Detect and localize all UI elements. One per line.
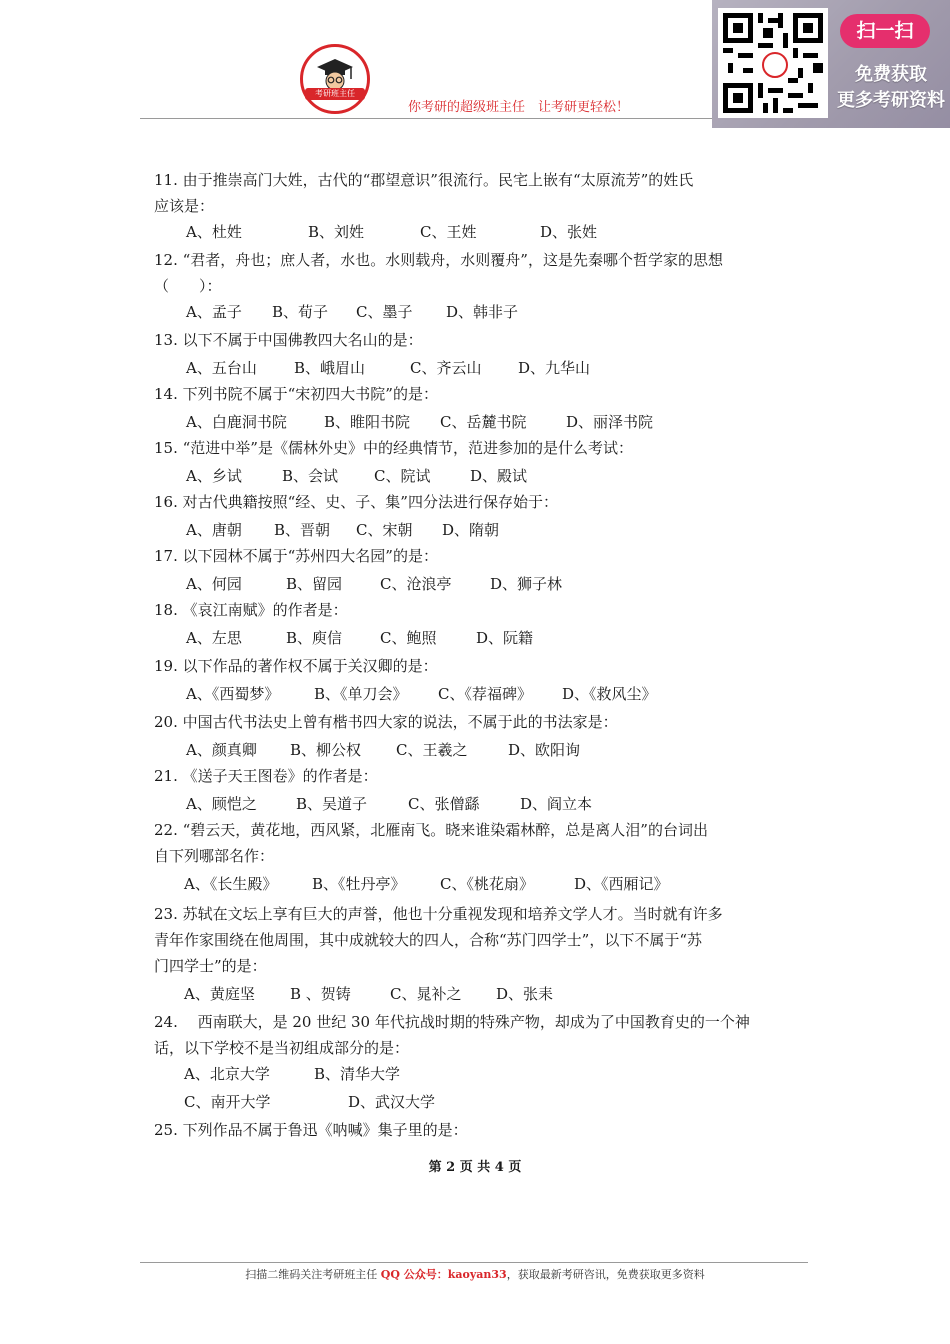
question-24-text: 24. 西南联大，是 20 世纪 30 年代抗战时期的特殊产物，却成为了中国教育史的一个神 bbox=[154, 1013, 750, 1031]
question-17-option: D、狮子林 bbox=[490, 575, 563, 593]
question-11-text: 11. 由于推崇高门大姓，古代的“郡望意识”很流行。民宅上嵌有“太原流芳”的姓氏 bbox=[154, 171, 694, 189]
question-21-option: A、顾恺之 bbox=[186, 795, 257, 813]
footer-note bbox=[0, 1266, 950, 1282]
question-20-option: B、柳公权 bbox=[290, 741, 362, 759]
question-22-option: A、《长生殿》 bbox=[184, 875, 278, 893]
question-14-option: A、白鹿洞书院 bbox=[186, 413, 287, 431]
question-15-text: 15. “范进中举”是《儒林外史》中的经典情节，范进参加的是什么考试： bbox=[154, 439, 633, 457]
question-19-option: B、《单刀会》 bbox=[314, 685, 408, 703]
question-11-option: B、刘姓 bbox=[308, 223, 365, 241]
question-12-option: D、韩非子 bbox=[446, 303, 519, 321]
question-24-option: D、武汉大学 bbox=[348, 1093, 436, 1111]
question-15-option: A、乡试 bbox=[186, 467, 242, 485]
question-16-option: D、隋朝 bbox=[442, 521, 500, 539]
question-14-option: C、岳麓书院 bbox=[440, 413, 527, 431]
question-22-option: C、《桃花扇》 bbox=[440, 875, 534, 893]
header-divider bbox=[140, 118, 808, 119]
question-19-option: D、《救风尘》 bbox=[562, 685, 657, 703]
question-14-option: D、丽泽书院 bbox=[566, 413, 654, 431]
footer-divider bbox=[140, 1262, 808, 1263]
question-12-option: B、荀子 bbox=[272, 303, 329, 321]
question-17-text: 17. 以下园林不属于“苏州四大名园”的是： bbox=[154, 547, 438, 565]
question-16-option: A、唐朝 bbox=[186, 521, 242, 539]
question-23-text: 23. 苏轼在文坛上享有巨大的声誉，他也十分重视发现和培养文学人才。当时就有许多 bbox=[154, 905, 723, 923]
question-23-option: C、晁补之 bbox=[390, 985, 462, 1003]
question-20-text: 20. 中国古代书法史上曾有楷书四大家的说法，不属于此的书法家是： bbox=[154, 713, 618, 731]
question-12-text: 12. “君者，舟也；庶人者，水也。水则载舟，水则覆舟”，这是先秦哪个哲学家的思想 bbox=[154, 251, 723, 269]
page-number: 第 2 页 共 4 页 bbox=[428, 1160, 522, 1175]
question-21-option: C、张僧繇 bbox=[408, 795, 480, 813]
question-15-option: D、殿试 bbox=[470, 467, 528, 485]
question-14-text: 14. 下列书院不属于“宋初四大书院”的是： bbox=[154, 385, 438, 403]
question-16-option: B、晋朝 bbox=[274, 521, 331, 539]
question-14-option: B、睢阳书院 bbox=[324, 413, 411, 431]
question-13-option: B、峨眉山 bbox=[294, 359, 366, 377]
question-18-option: D、阮籍 bbox=[476, 629, 534, 647]
question-21-option: B、吴道子 bbox=[296, 795, 368, 813]
promo-line-2: 更多考研资料 bbox=[837, 90, 945, 111]
question-12-option: A、孟子 bbox=[186, 303, 242, 321]
question-19-text: 19. 以下作品的著作权不属于关汉卿的是： bbox=[154, 657, 438, 675]
question-16-option: C、宋朝 bbox=[356, 521, 413, 539]
header-slogan: 你考研的超级班主任 让考研更轻松！ bbox=[408, 100, 630, 115]
question-24-option: B、清华大学 bbox=[314, 1065, 401, 1083]
question-18-option: A、左思 bbox=[186, 629, 242, 647]
question-25-text: 25. 下列作品不属于鲁迅《呐喊》集子里的是： bbox=[154, 1121, 468, 1139]
question-22-text: 自下列哪部名作： bbox=[154, 847, 275, 865]
question-12-text: （ ）： bbox=[154, 277, 222, 295]
scan-badge: 扫一扫 bbox=[840, 14, 930, 48]
question-20-option: D、欧阳询 bbox=[508, 741, 581, 759]
question-11-option: A、杜姓 bbox=[186, 223, 242, 241]
question-24-option: A、北京大学 bbox=[184, 1065, 270, 1083]
question-19-option: A、《西蜀梦》 bbox=[186, 685, 280, 703]
qr-logo-icon bbox=[762, 52, 788, 78]
question-11-text: 应该是： bbox=[154, 197, 215, 215]
question-15-option: B、会试 bbox=[282, 467, 339, 485]
question-15-option: C、院试 bbox=[374, 467, 431, 485]
question-21-option: D、阎立本 bbox=[520, 795, 593, 813]
question-16-text: 16. 对古代典籍按照“经、史、子、集”四分法进行保存始于： bbox=[154, 493, 558, 511]
footer-note-highlight: QQ 公众号：kaoyan33 bbox=[380, 1268, 507, 1281]
question-22-option: D、《西厢记》 bbox=[574, 875, 669, 893]
question-23-text: 门四学士”的是： bbox=[154, 957, 267, 975]
logo-text: 考研班主任 bbox=[305, 88, 365, 100]
graduation-cap-icon bbox=[303, 47, 367, 111]
question-23-option: D、张耒 bbox=[496, 985, 554, 1003]
promo-banner[interactable] bbox=[712, 0, 950, 128]
footer-note-suffix: ，获取最新考研咨讯，免费获取更多资料 bbox=[506, 1268, 705, 1281]
footer-note-prefix: 扫描二维码关注考研班主任 bbox=[245, 1268, 381, 1281]
promo-line-1: 免费获取 bbox=[855, 64, 927, 85]
question-13-option: C、齐云山 bbox=[410, 359, 482, 377]
question-19-option: C、《荐福碑》 bbox=[438, 685, 532, 703]
question-17-option: A、何园 bbox=[186, 575, 242, 593]
question-23-text: 青年作家围绕在他周围，其中成就较大的四人，合称“苏门四学士”，以下不属于“苏 bbox=[154, 931, 703, 949]
question-20-option: A、颜真卿 bbox=[186, 741, 257, 759]
question-11-option: D、张姓 bbox=[540, 223, 598, 241]
question-13-option: A、五台山 bbox=[186, 359, 257, 377]
question-18-text: 18. 《哀江南赋》的作者是： bbox=[154, 601, 348, 619]
question-18-option: C、鲍照 bbox=[380, 629, 437, 647]
question-18-option: B、庾信 bbox=[286, 629, 343, 647]
question-24-option: C、南开大学 bbox=[184, 1093, 271, 1111]
question-11-option: C、王姓 bbox=[420, 223, 477, 241]
question-22-option: B、《牡丹亭》 bbox=[312, 875, 406, 893]
question-21-text: 21. 《送子天王图卷》的作者是： bbox=[154, 767, 378, 785]
question-23-option: A、黄庭坚 bbox=[184, 985, 255, 1003]
qr-code-icon[interactable] bbox=[718, 8, 828, 118]
question-17-option: C、沧浪亭 bbox=[380, 575, 452, 593]
question-24-text: 话，以下学校不是当初组成部分的是： bbox=[154, 1039, 410, 1057]
question-12-option: C、墨子 bbox=[356, 303, 413, 321]
question-13-text: 13. 以下不属于中国佛教四大名山的是： bbox=[154, 331, 423, 349]
brand-logo bbox=[300, 44, 370, 114]
question-22-text: 22. “碧云天，黄花地，西风紧，北雁南飞。晓来谁染霜林醉，总是离人泪”的台词出 bbox=[154, 821, 708, 839]
question-13-option: D、九华山 bbox=[518, 359, 591, 377]
question-20-option: C、王羲之 bbox=[396, 741, 468, 759]
question-17-option: B、留园 bbox=[286, 575, 343, 593]
question-23-option: B 、贺铸 bbox=[290, 985, 351, 1003]
